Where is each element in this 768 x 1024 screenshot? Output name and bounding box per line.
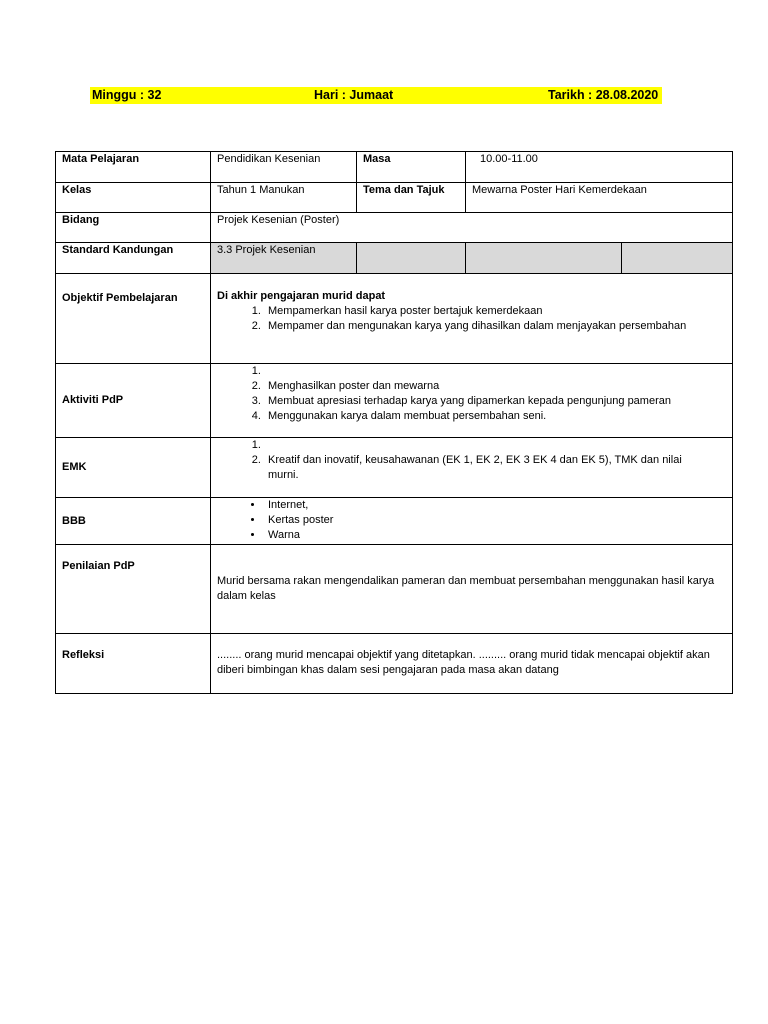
aktiviti-cell [211,364,733,438]
row-refleksi [56,634,733,694]
bidang-value: Projek Kesenian (Poster) [211,213,733,243]
list-item [264,364,726,379]
list-item: 2. Kreatif dan inovatif, keusahawanan (EK 1, EK 2, EK 3 EK 4 dan EK 5), TMK dan nilai murni. [264,453,726,483]
emk-label: EMK [56,438,211,498]
list-item [264,438,726,453]
standard-blank-1 [357,243,466,274]
tema-value: Mewarna Poster Hari Kemerdekaan [466,183,733,213]
mata-pelajaran-label: Mata Pelajaran [56,152,211,183]
aktiviti-label: Aktiviti PdP [56,364,211,438]
lesson-plan-table [55,151,733,694]
objektif-label: Objektif Pembelajaran [56,274,211,364]
list-item: • Kertas poster [264,513,726,528]
emk-cell [211,438,733,498]
minggu-label: Minggu : 32 [92,88,162,102]
emk-list [217,438,726,483]
list-item: 4. Menggunakan karya dalam membuat persembahan seni. [264,409,726,424]
standard-value: 3.3 Projek Kesenian [211,243,357,274]
aktiviti-list [217,364,726,424]
tarikh-label: Tarikh : 28.08.2020 [548,88,659,102]
mata-pelajaran-value: Pendidikan Kesenian [211,152,357,183]
list-item: • Warna [264,528,726,543]
masa-value: 10.00-11.00 [466,152,733,183]
row-emk [56,438,733,498]
kelas-label: Kelas [56,183,211,213]
list-item: 2. Mempamer dan mengunakan karya yang dihasilkan dalam menjayakan persembahan [264,319,726,334]
objektif-cell [211,274,733,364]
masa-label: Masa [357,152,466,183]
row-aktiviti [56,364,733,438]
row-kelas [56,183,733,213]
standard-blank-2 [466,243,622,274]
penilaian-label: Penilaian PdP [56,545,211,634]
tema-label: Tema dan Tajuk [357,183,466,213]
penilaian-value: Murid bersama rakan mengendalikan pameran dan membuat persembahan menggunakan hasil karya dalam kelas [211,545,733,634]
kelas-value: Tahun 1 Manukan [211,183,357,213]
list-item: 1. Mempamerkan hasil karya poster bertajuk kemerdekaan [264,304,726,319]
row-objektif [56,274,733,364]
list-item: • Internet, [264,498,726,513]
list-item: 3. Membuat apresiasi terhadap karya yang dipamerkan kepada pengunjung pameran [264,394,726,409]
bbb-label: BBB [56,498,211,545]
refleksi-label: Refleksi [56,634,211,694]
bbb-cell [211,498,733,545]
row-bbb [56,498,733,545]
row-bidang [56,213,733,243]
list-item: 2. Menghasilkan poster dan mewarna [264,379,726,394]
standard-blank-3 [622,243,733,274]
standard-label: Standard Kandungan [56,243,211,274]
objektif-intro: Di akhir pengajaran murid dapat [217,290,386,302]
hari-label: Hari : Jumaat [314,88,394,102]
objektif-list [217,304,726,334]
bbb-list [217,498,726,543]
bidang-label: Bidang [56,213,211,243]
header-bar [90,87,662,104]
row-mata-pelajaran [56,152,733,183]
refleksi-value: ........ orang murid mencapai objektif yang ditetapkan. ......... orang murid tidak mencapai objektif akan diberi bimbingan khas dalam sesi pengajaran pada masa akan datang [211,634,733,694]
row-standard [56,243,733,274]
row-penilaian [56,545,733,634]
